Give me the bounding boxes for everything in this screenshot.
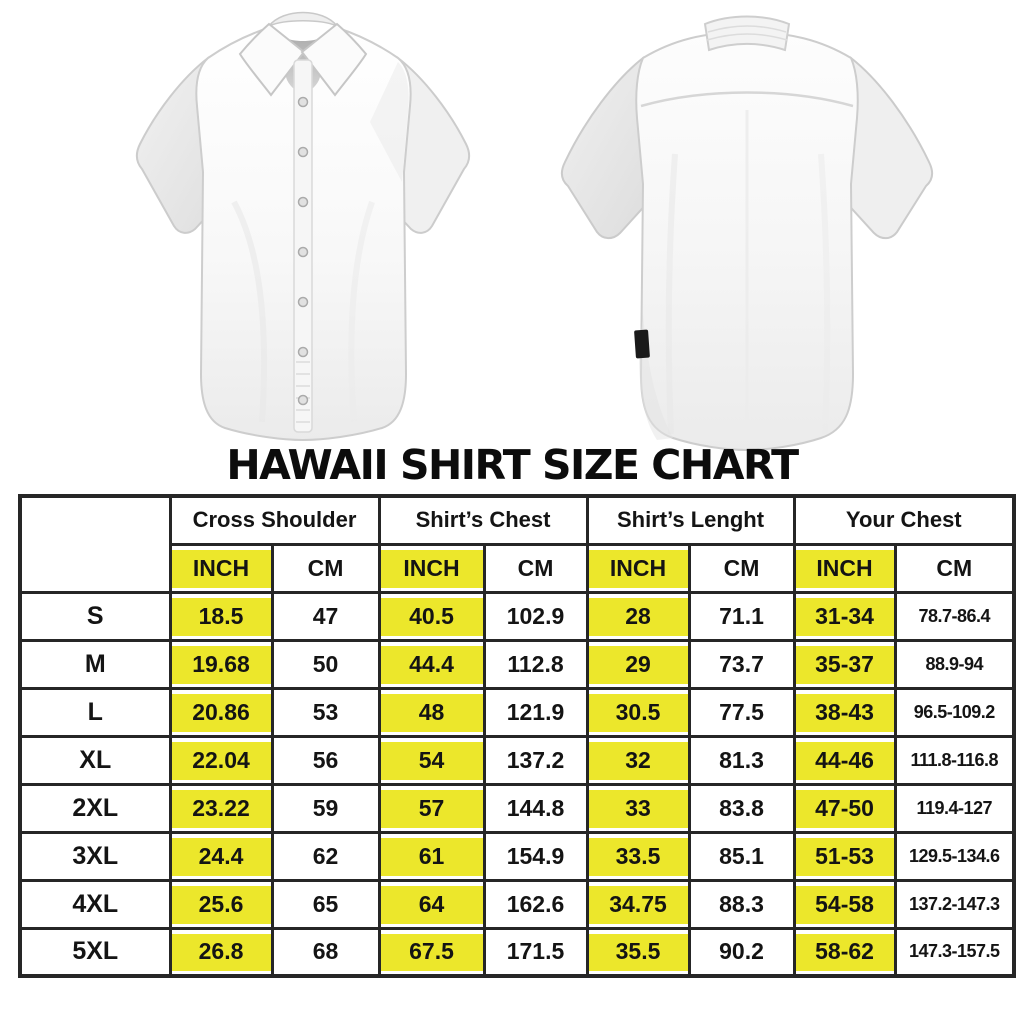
size-value-cell: 137.2-147.3 xyxy=(895,880,1014,928)
column-group-cross-shoulder: Cross Shoulder xyxy=(170,496,379,544)
size-value-cell: 34.75 xyxy=(587,880,689,928)
size-label: S xyxy=(20,592,170,640)
size-value-cell: 48 xyxy=(379,688,484,736)
shirt-front-image xyxy=(122,2,484,444)
size-value-cell: 58-62 xyxy=(794,928,895,976)
size-value-cell: 47-50 xyxy=(794,784,895,832)
size-value-cell: 62 xyxy=(272,832,379,880)
table-row-4xl xyxy=(20,880,1014,928)
size-value-cell: 56 xyxy=(272,736,379,784)
size-value-cell: 144.8 xyxy=(484,784,587,832)
size-value-cell: 137.2 xyxy=(484,736,587,784)
size-value-cell: 73.7 xyxy=(689,640,794,688)
table-corner-cell xyxy=(20,496,170,592)
size-value-cell: 83.8 xyxy=(689,784,794,832)
unit-header-inch: INCH xyxy=(170,544,272,592)
table-row-s xyxy=(20,592,1014,640)
size-label: XL xyxy=(20,736,170,784)
shirt-hem-tag xyxy=(634,330,650,359)
unit-header-inch: INCH xyxy=(587,544,689,592)
size-value-cell: 54-58 xyxy=(794,880,895,928)
size-value-cell: 24.4 xyxy=(170,832,272,880)
size-value-cell: 64 xyxy=(379,880,484,928)
size-value-cell: 68 xyxy=(272,928,379,976)
size-value-cell: 30.5 xyxy=(587,688,689,736)
size-value-cell: 53 xyxy=(272,688,379,736)
size-value-cell: 25.6 xyxy=(170,880,272,928)
size-value-cell: 31-34 xyxy=(794,592,895,640)
size-label: 2XL xyxy=(20,784,170,832)
size-value-cell: 111.8-116.8 xyxy=(895,736,1014,784)
size-value-cell: 28 xyxy=(587,592,689,640)
size-value-cell: 102.9 xyxy=(484,592,587,640)
size-label: M xyxy=(20,640,170,688)
size-value-cell: 129.5-134.6 xyxy=(895,832,1014,880)
column-group-your-chest: Your Chest xyxy=(794,496,1014,544)
size-value-cell: 18.5 xyxy=(170,592,272,640)
size-value-cell: 61 xyxy=(379,832,484,880)
size-value-cell: 67.5 xyxy=(379,928,484,976)
size-value-cell: 50 xyxy=(272,640,379,688)
unit-header-cm: CM xyxy=(272,544,379,592)
size-value-cell: 20.86 xyxy=(170,688,272,736)
size-value-cell: 78.7-86.4 xyxy=(895,592,1014,640)
size-value-cell: 57 xyxy=(379,784,484,832)
size-label: 4XL xyxy=(20,880,170,928)
size-value-cell: 32 xyxy=(587,736,689,784)
size-value-cell: 44-46 xyxy=(794,736,895,784)
size-value-cell: 85.1 xyxy=(689,832,794,880)
size-value-cell: 154.9 xyxy=(484,832,587,880)
size-value-cell: 65 xyxy=(272,880,379,928)
unit-header-inch: INCH xyxy=(794,544,895,592)
size-value-cell: 35.5 xyxy=(587,928,689,976)
size-value-cell: 47 xyxy=(272,592,379,640)
column-group-shirts-length: Shirt’s Lenght xyxy=(587,496,794,544)
size-value-cell: 81.3 xyxy=(689,736,794,784)
size-value-cell: 29 xyxy=(587,640,689,688)
size-value-cell: 171.5 xyxy=(484,928,587,976)
size-value-cell: 88.3 xyxy=(689,880,794,928)
size-value-cell: 38-43 xyxy=(794,688,895,736)
size-value-cell: 44.4 xyxy=(379,640,484,688)
size-value-cell: 96.5-109.2 xyxy=(895,688,1014,736)
table-row-xl xyxy=(20,736,1014,784)
size-value-cell: 121.9 xyxy=(484,688,587,736)
size-label: 5XL xyxy=(20,928,170,976)
size-value-cell: 33 xyxy=(587,784,689,832)
size-value-cell: 40.5 xyxy=(379,592,484,640)
size-value-cell: 112.8 xyxy=(484,640,587,688)
table-row-2xl xyxy=(20,784,1014,832)
size-value-cell: 19.68 xyxy=(170,640,272,688)
table-row-l xyxy=(20,688,1014,736)
size-label: 3XL xyxy=(20,832,170,880)
size-label: L xyxy=(20,688,170,736)
size-value-cell: 59 xyxy=(272,784,379,832)
size-value-cell: 147.3-157.5 xyxy=(895,928,1014,976)
size-value-cell: 71.1 xyxy=(689,592,794,640)
size-value-cell: 26.8 xyxy=(170,928,272,976)
size-value-cell: 22.04 xyxy=(170,736,272,784)
table-row-3xl xyxy=(20,832,1014,880)
size-value-cell: 35-37 xyxy=(794,640,895,688)
shirt-back-image xyxy=(545,14,949,458)
table-row-5xl xyxy=(20,928,1014,976)
size-value-cell: 33.5 xyxy=(587,832,689,880)
size-value-cell: 119.4-127 xyxy=(895,784,1014,832)
unit-header-cm: CM xyxy=(484,544,587,592)
size-value-cell: 88.9-94 xyxy=(895,640,1014,688)
size-value-cell: 23.22 xyxy=(170,784,272,832)
size-value-cell: 54 xyxy=(379,736,484,784)
page-title: HAWAII SHIRT SIZE CHART xyxy=(226,441,798,489)
size-value-cell: 51-53 xyxy=(794,832,895,880)
size-value-cell: 90.2 xyxy=(689,928,794,976)
unit-header-inch: INCH xyxy=(379,544,484,592)
size-value-cell: 77.5 xyxy=(689,688,794,736)
unit-header-cm: CM xyxy=(689,544,794,592)
table-row-m xyxy=(20,640,1014,688)
unit-header-cm: CM xyxy=(895,544,1014,592)
size-chart-table xyxy=(18,494,1016,978)
size-value-cell: 162.6 xyxy=(484,880,587,928)
column-group-shirts-chest: Shirt’s Chest xyxy=(379,496,587,544)
